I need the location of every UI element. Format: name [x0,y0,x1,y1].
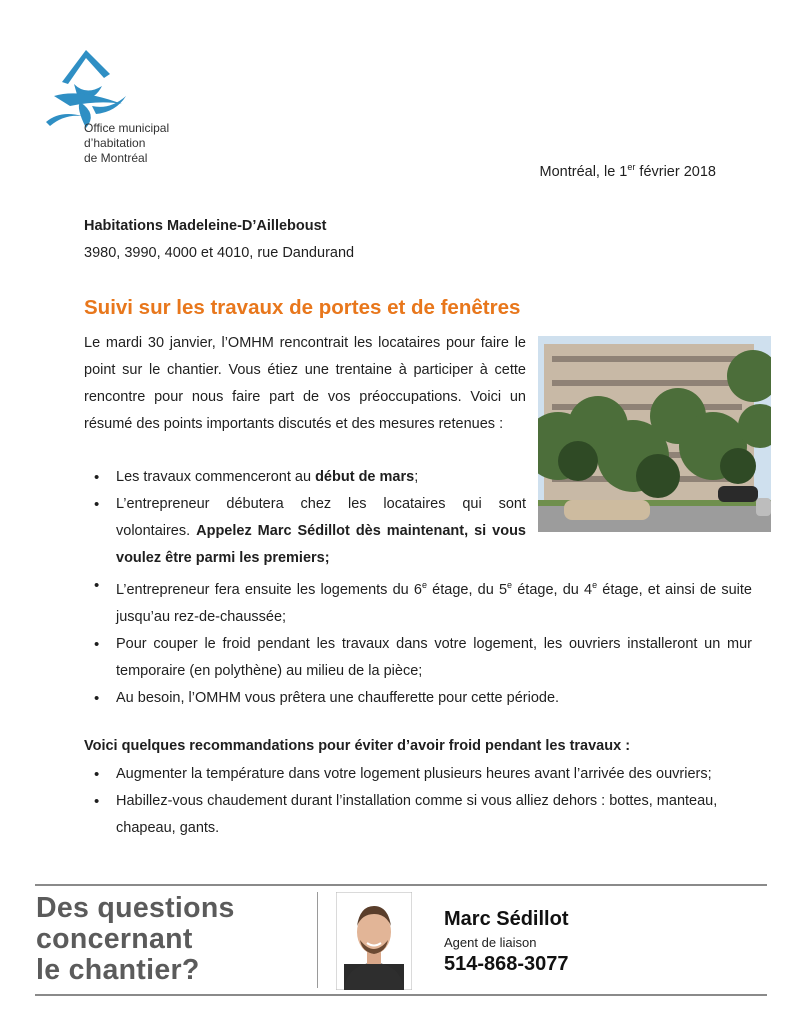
page-title: Suivi sur les travaux de portes et de fenêtres [84,296,521,319]
list-item: • Au besoin, l’OMHM vous prêtera une chaufferette pour cette période. [84,685,752,712]
list-item: • L’entrepreneur débutera chez les locataires qui sont volontaires. Appelez Marc Sédillot dès maintenant, si vous voulez être parmi les premiers; [84,491,526,572]
footer-vertical-divider [317,892,318,988]
list-item: • Habillez-vous chaudement durant l’installation comme si vous alliez dehors : bottes, manteau, chapeau, gants. [84,788,724,842]
questions-banner: Des questions concernant le chantier? [36,892,235,986]
list-item: • Pour couper le froid pendant les travaux dans votre logement, les ouvriers installeront un mur temporaire (en polythène) au milieu de la pièce; [84,631,752,685]
building-photo [538,336,771,532]
building-address: 3980, 3990, 4000 et 4010, rue Dandurand [84,245,355,261]
footer-top-divider [35,884,767,886]
intro-paragraph: Le mardi 30 janvier, l’OMHM rencontrait les locataires pour faire le point sur le chantier. Vous étiez une trentaine à participer à cette rencontre pour nous faire part de vos préoccupations. Voici un résumé des points importants discutés et des mesures retenues : [84,335,526,432]
key-points-list-continued [84,572,752,712]
building-name: Habitations Madeleine-D’Ailleboust [84,218,327,234]
recommendations-heading: Voici quelques recommandations pour éviter d’avoir froid pendant les travaux : [84,738,631,754]
list-item: • Les travaux commenceront au début de mars; [84,464,526,491]
contact-portrait [336,892,412,990]
list-item: • L’entrepreneur fera ensuite les logements du 6e étage, du 5e étage, du 4e étage, et ainsi de suite jusqu’au rez-de-chaussée; [84,572,752,631]
logo-text: Office municipal d’habitation de Montréal [84,121,170,165]
contact-phone: 514-868-3077 [444,953,569,975]
list-item: • Augmenter la température dans votre logement plusieurs heures avant l’arrivée des ouvriers; [84,761,724,788]
contact-role: Agent de liaison [444,935,537,950]
letter-date: Montréal, le 1er février 2018 [539,162,716,180]
recommendations-list [84,761,724,842]
footer-bottom-divider [35,994,767,996]
contact-name: Marc Sédillot [444,908,569,930]
key-points-list [84,464,526,572]
